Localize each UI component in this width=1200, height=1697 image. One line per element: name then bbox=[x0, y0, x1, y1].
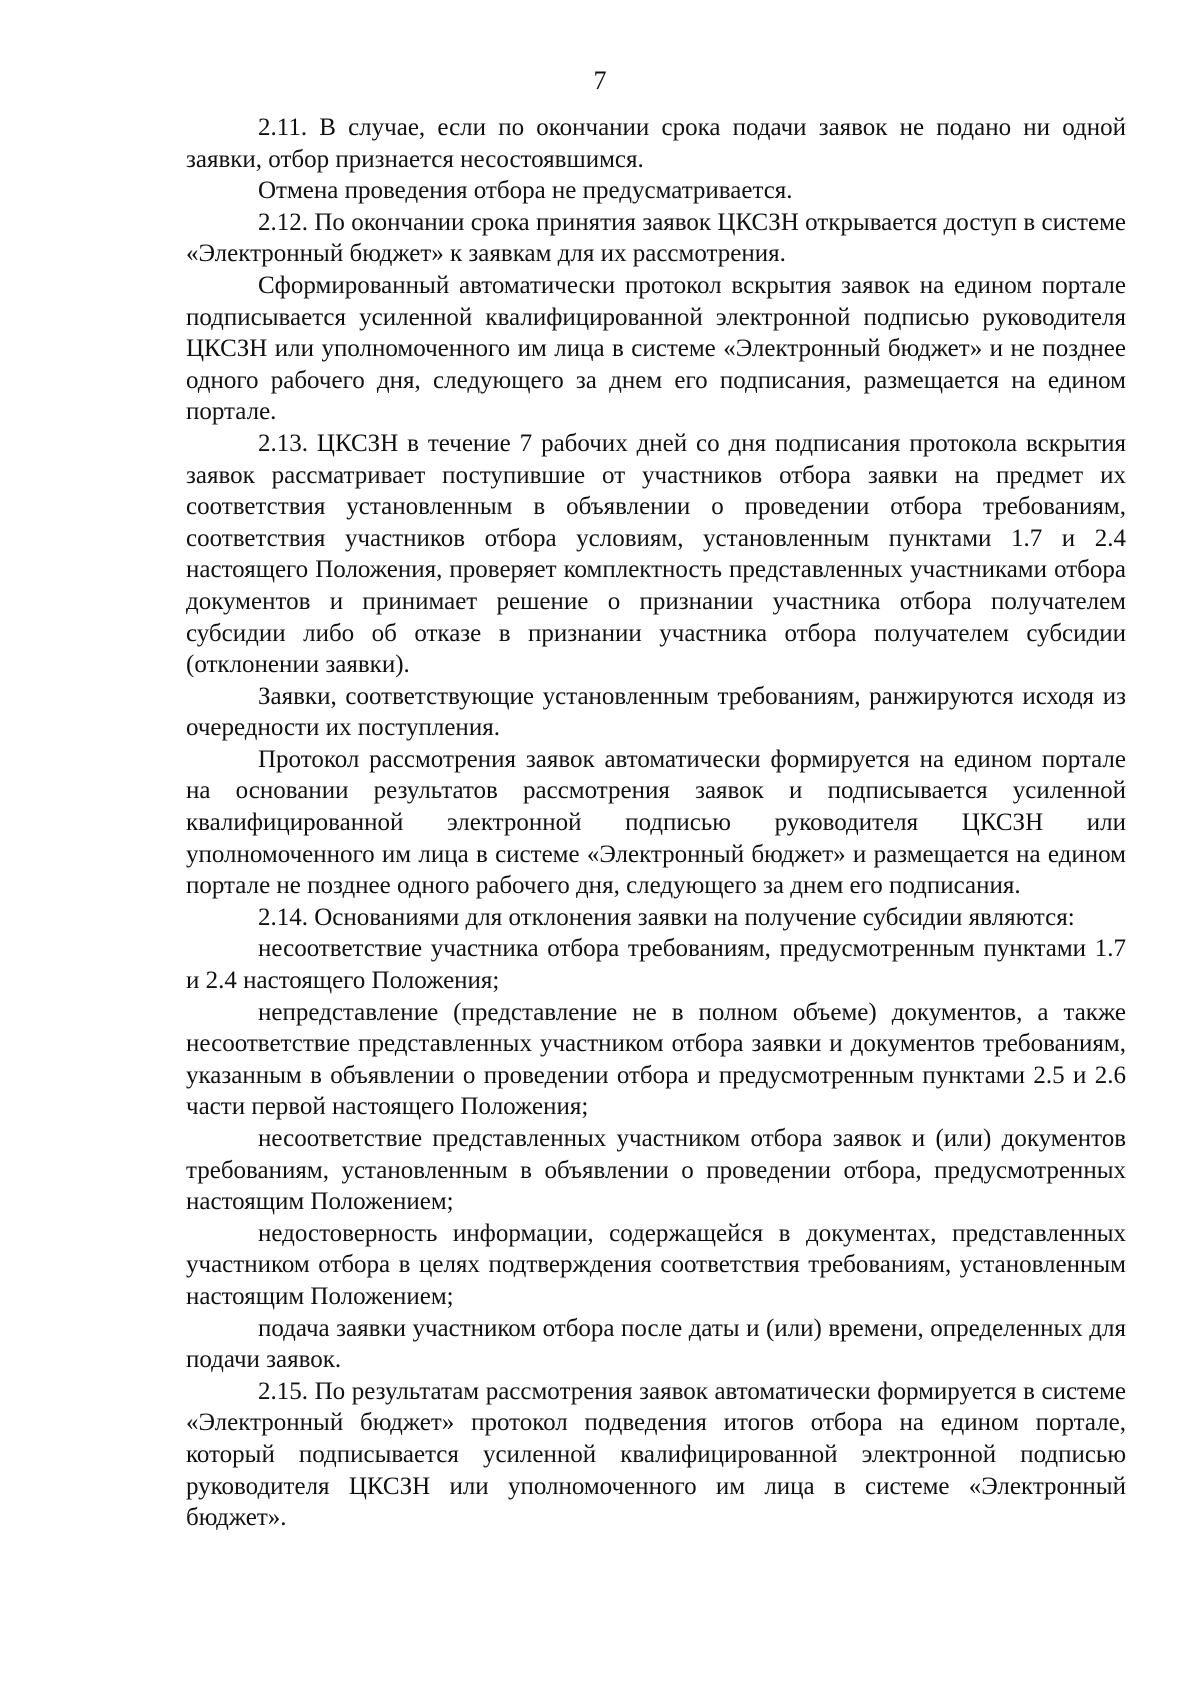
paragraph-2-13: 2.13. ЦКСЗН в течение 7 рабочих дней со дня подписания протокола вскрытия заявок рассматривает поступившие от участников отбора заявки на предмет их соответствия установленным в объявлении о проведении отбора требованиям, соответствия участников отбора условиям, установленным пунктами 1.7 и 2.4 настоящего Положения, проверяет комплектность представленных участниками отбора документов и принимает решение о признании участника отбора получателем субсидии либо об отказе в признании участника отбора получателем субсидии (отклонении заявки). bbox=[186, 429, 1126, 679]
list-item-reason-2: непредставление (представление не в полном объеме) документов, а также несоответствие представленных участником отбора заявки и документов требованиям, указанным в объявлении о проведении отбора и предусмотренным пунктами 2.5 и 2.6 части первой настоящего Положения; bbox=[186, 998, 1126, 1121]
page-number: 7 bbox=[593, 66, 607, 95]
paragraph-2-15: 2.15. По результатам рассмотрения заявок автоматически формируется в системе «Электронный бюджет» протокол подведения итогов отбора на едином портале, который подписывается усиленной квалифицированной электронной подписью руководителя ЦКСЗН или уполномоченного им лица в системе «Электронный бюджет». bbox=[186, 1377, 1126, 1532]
paragraph-review-protocol: Протокол рассмотрения заявок автоматически формируется на едином портале на основании результатов рассмотрения заявок и подписывается усиленной квалифицированной электронной подписью руководителя ЦКСЗН или уполномоченного им лица в системе «Электронный бюджет» и размещается на едином портале не позднее одного рабочего дня, следующего за днем его подписания. bbox=[186, 745, 1126, 900]
list-item-reason-3: несоответствие представленных участником отбора заявок и (или) документов требованиям, установленным в объявлении о проведении отбора, предусмотренных настоящим Положением; bbox=[186, 1125, 1126, 1216]
paragraph-2-14: 2.14. Основаниями для отклонения заявки на получение субсидии являются: bbox=[258, 903, 1075, 931]
list-item-reason-1: несоответствие участника отбора требованиям, предусмотренным пунктами 1.7 и 2.4 настоящего Положения; bbox=[186, 935, 1126, 995]
paragraph-cancel-note: Отмена проведения отбора не предусматривается. bbox=[258, 177, 793, 205]
paragraph-ranking: Заявки, соответствующие установленным требованиям, ранжируются исходя из очередности их поступления. bbox=[186, 682, 1126, 742]
document-body bbox=[186, 112, 1126, 1534]
paragraph-2-11: 2.11. В случае, если по окончании срока подачи заявок не подано ни одной заявки, отбор признается несостоявшимся. bbox=[186, 114, 1126, 173]
paragraph-2-12: 2.12. По окончании срока принятия заявок ЦКСЗН открывается доступ в системе «Электронный бюджет» к заявкам для их рассмотрения. bbox=[186, 208, 1126, 268]
paragraph-opening-protocol: Сформированный автоматически протокол вскрытия заявок на едином портале подписывается усиленной квалифицированной электронной подписью руководителя ЦКСЗН или уполномоченного им лица в системе «Электронный бюджет» и не позднее одного рабочего дня, следующего за днем его подписания, размещается на едином портале. bbox=[186, 271, 1126, 426]
list-item-reason-5: подача заявки участником отбора после даты и (или) времени, определенных для подачи заявок. bbox=[186, 1314, 1126, 1374]
list-item-reason-4: недостоверность информации, содержащейся в документах, представленных участником отбора в целях подтверждения соответствия требованиям, установленным настоящим Положением; bbox=[186, 1219, 1126, 1310]
